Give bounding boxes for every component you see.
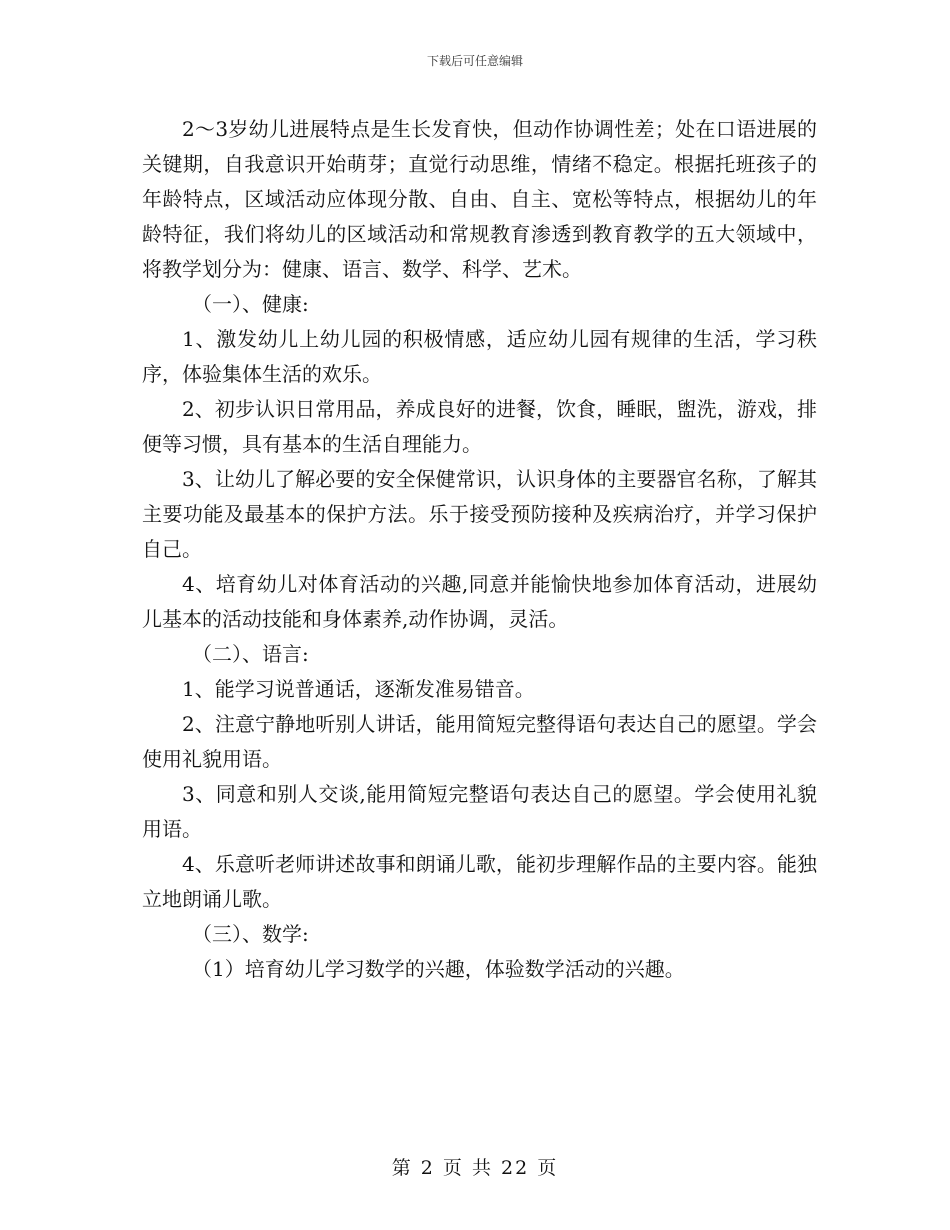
page-number-footer: 第 2 页 共 22 页 xyxy=(391,1157,559,1179)
section-heading-health: （一）、健康: xyxy=(192,292,309,316)
language-item-4: 4、乐意听老师讲述故事和朗诵儿歌，能初步理解作品的主要内容。能独立地朗诵儿歌。 xyxy=(142,852,817,911)
intro-paragraph: 2～3岁幼儿进展特点是生长发育快，但动作协调性差；处在口语进展的关键期，自我意识开始萌芽；直觉行动思维，情绪不稳定。根据托班孩子的年龄特点，区域活动应体现分散、自由、自主、宽松等特点，根据幼儿的年龄特征，我们将幼儿的区域活动和常规教育渗透到教育教学的五大领域中，将教学划分为：健康、语言、数学、科学、艺术。 xyxy=(142,117,817,281)
section-heading-math: （三）、数学: xyxy=(192,922,309,946)
language-item-1: 1、能学习说普通话，逐渐发准易错音。 xyxy=(182,677,535,701)
language-item-2: 2、注意宁静地听别人讲话，能用简短完整得语句表达自己的愿望。学会使用礼貌用语。 xyxy=(142,712,817,771)
health-item-3: 3、让幼儿了解必要的安全保健常识，认识身体的主要器官名称，了解其主要功能及最基本的保护方法。乐于接受预防接种及疾病治疗，并学习保护自己。 xyxy=(142,467,817,561)
health-item-1: 1、激发幼儿上幼儿园的积极情感，适应幼儿园有规律的生活，学习秩序，体验集体生活的欢乐。 xyxy=(142,327,817,386)
health-item-2: 2、初步认识日常用品，养成良好的进餐，饮食，睡眠，盥洗，游戏，排便等习惯，具有基本的生活自理能力。 xyxy=(142,397,817,456)
page-header: 下载后可任意编辑 xyxy=(426,54,523,68)
language-item-3: 3、同意和别人交谈,能用简短完整语句表达自己的愿望。学会使用礼貌用语。 xyxy=(142,782,817,841)
document-body xyxy=(142,112,817,987)
math-item-1: （1）培育幼儿学习数学的兴趣，体验数学活动的兴趣。 xyxy=(192,957,685,981)
health-item-4: 4、培育幼儿对体育活动的兴趣,同意并能愉快地参加体育活动，进展幼儿基本的活动技能和身体素养,动作协调，灵活。 xyxy=(142,572,817,631)
section-heading-language: （二）、语言: xyxy=(192,642,309,666)
